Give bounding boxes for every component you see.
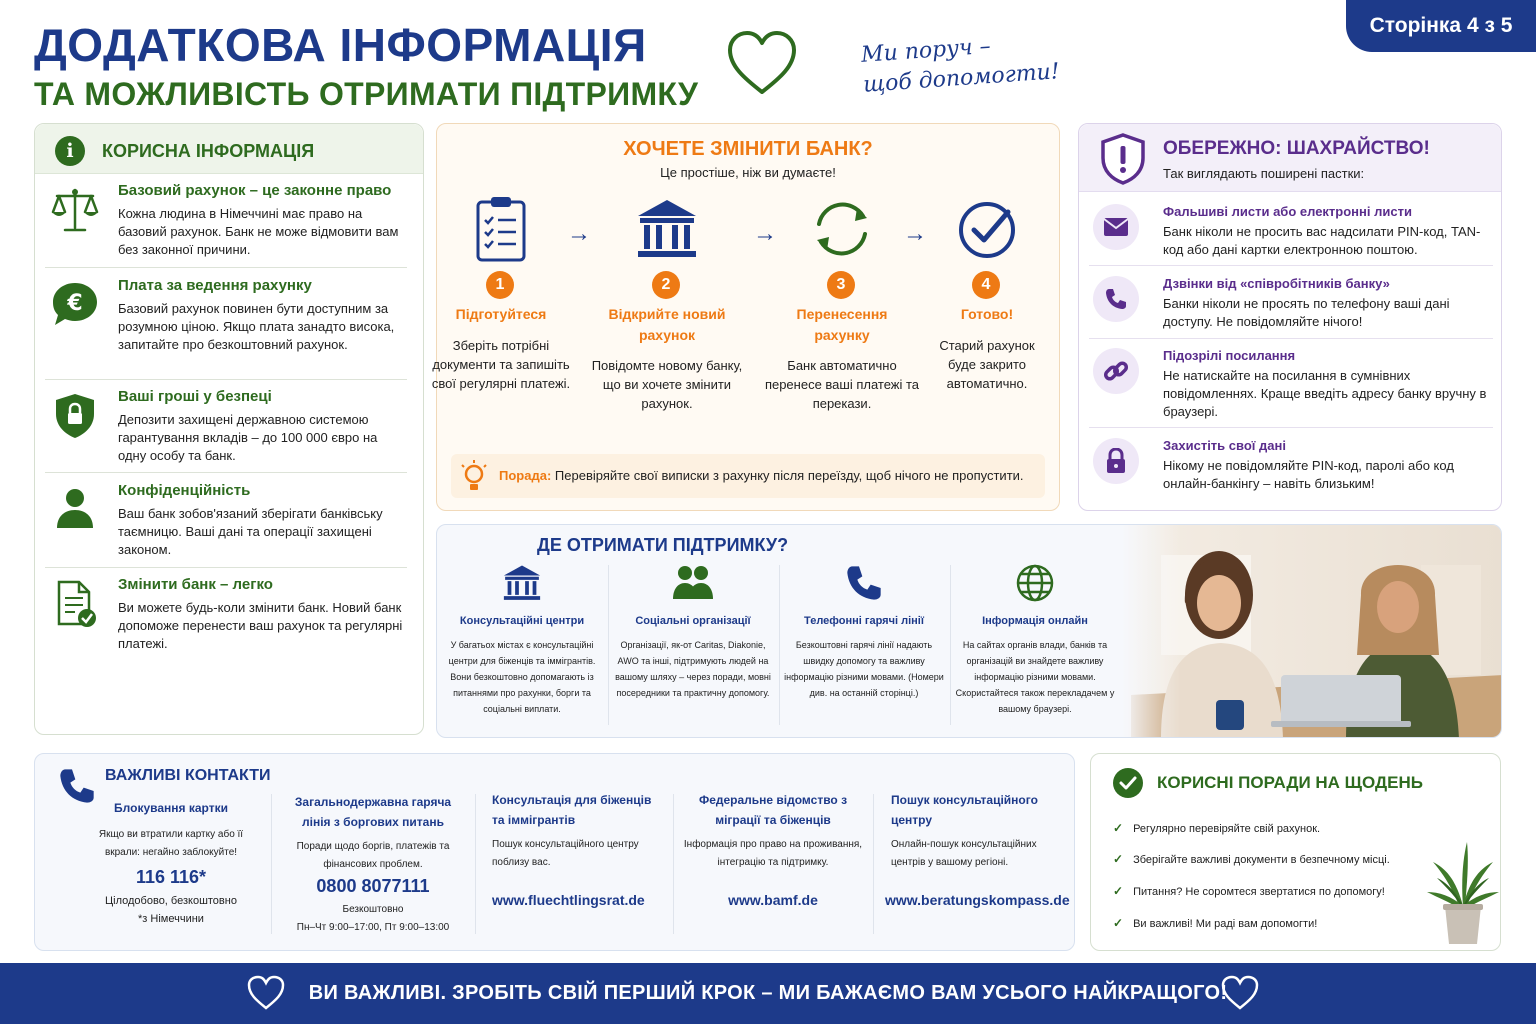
footer-banner — [0, 963, 1536, 1024]
step-number: 4 — [972, 271, 1000, 299]
tip-item — [1113, 884, 1385, 898]
support-column-text: У багатьох містах є консультаційні центри для біженців та іммігрантів. Вони безкоштовно допомагають із питаннями про рахунки, борги та соціальні виплати. — [448, 640, 596, 714]
check-circle-icon — [1113, 768, 1143, 798]
fraud-item-title: Фальшиві листи або електронні листи — [1163, 204, 1412, 219]
person-icon — [49, 484, 101, 536]
useful-info-header — [35, 124, 423, 174]
change-bank-subtitle: Це простіше, ніж ви думаєте! — [660, 165, 836, 180]
tip-text: Перевіряйте свої виписки з рахунку після переїзду, щоб нічого не пропустити. — [554, 468, 1024, 483]
fraud-item-title: Дзвінки від «співробітників банку» — [1163, 276, 1390, 291]
info-item-title: Змінити банк – легко — [118, 576, 273, 593]
fraud-header — [1079, 124, 1501, 192]
support-column-title: Телефонні гарячі лінії — [804, 615, 924, 627]
arrow-right-icon: → — [903, 220, 927, 247]
clipboard-icon — [470, 194, 532, 264]
tip-item-text: Питання? Не соромтеся звертатися по допомогу! — [1133, 886, 1385, 898]
fraud-item-title: Підозрілі посилання — [1163, 348, 1296, 363]
tip-item — [1113, 916, 1317, 930]
divider — [45, 567, 407, 568]
divider — [1089, 338, 1493, 339]
tip-item-text: Ви важливі! Ми раді вам допомогти! — [1133, 918, 1318, 930]
consultation-photo — [1121, 525, 1502, 738]
info-item-text: Депозити захищені державною системою гарантування вкладів – до 100 000 євро на одну особу та банк. — [118, 412, 378, 463]
fraud-item-title: Захистіть свої дані — [1163, 438, 1286, 453]
support-column — [608, 561, 778, 731]
contacts-card — [34, 753, 1075, 951]
contact-text: Пошук консультаційного центру поблизу вас. — [492, 839, 639, 868]
info-item-title: Базовий рахунок – це законне право — [118, 182, 392, 199]
link-icon — [1103, 358, 1129, 384]
people-icon — [671, 563, 715, 603]
support-column-title: Інформація онлайн — [982, 615, 1088, 627]
fraud-title: ОБЕРЕЖНО: ШАХРАЙСТВО! — [1163, 138, 1430, 159]
info-item-text: Кожна людина в Німеччині має право на базовий рахунок. Банк не може відмовити вам без законної причини. — [118, 206, 399, 257]
divider — [873, 794, 874, 934]
contact-title: Загальнодержавна гаряча лінія з боргових питань — [294, 795, 452, 829]
slogan — [860, 27, 1060, 101]
step-text: Повідомте новому банку, що ви хочете змінити рахунок. — [591, 358, 743, 411]
svg-text:€: € — [67, 291, 83, 316]
refresh-icon — [807, 194, 877, 264]
arrow-right-icon: → — [753, 220, 777, 247]
tip-item-text: Регулярно перевіряйте свій рахунок. — [1133, 823, 1321, 835]
contact-note: Пн–Чт 9:00–17:00, Пт 9:00–13:00 — [296, 922, 450, 933]
step-title: Відкрийте новий рахунок — [608, 306, 726, 343]
useful-info-title: КОРИСНА ІНФОРМАЦІЯ — [102, 141, 315, 161]
contact-text: Якщо ви втратили картку або її вкрали: негайно заблокуйте! — [98, 829, 244, 858]
contact-text: Поради щодо боргів, платежів та фінансових проблем. — [296, 841, 450, 870]
fraud-item-text: Не натискайте на посилання в сумнівних повідомленнях. Краще введіть адресу банку вручну в браузері. — [1163, 368, 1487, 419]
step-text: Старий рахунок буде закрито автоматично. — [939, 338, 1035, 391]
step-title: Готово! — [960, 306, 1014, 322]
shield-lock-icon — [49, 390, 101, 442]
info-icon: i — [55, 136, 85, 166]
contact-note: *з Німеччини — [138, 913, 204, 925]
page-title: ДОДАТКОВА ІНФОРМАЦІЯ — [34, 19, 647, 71]
support-column — [779, 561, 949, 731]
contact-refugee — [492, 790, 667, 908]
daily-tips-title: КОРИСНІ ПОРАДИ НА ЩОДЕНЬ — [1157, 773, 1423, 792]
envelope-icon — [1103, 217, 1129, 237]
daily-tips-card — [1090, 753, 1501, 951]
tip-item — [1113, 821, 1320, 835]
tip-item — [1113, 852, 1390, 866]
contact-title: Федеральне відомство з міграції та біженців — [698, 793, 848, 827]
check-icon: ✓ — [1113, 821, 1124, 835]
step-text: Банк автоматично перенесе ваші платежі та перекази. — [764, 358, 920, 411]
compass-link[interactable]: www.beratungskompass.de — [885, 892, 1070, 908]
check-circle-icon — [952, 194, 1022, 264]
support-title: ДЕ ОТРИМАТИ ПІДТРИМКУ? — [537, 535, 789, 555]
divider — [45, 472, 407, 473]
contact-note: Безкоштовно — [342, 904, 404, 915]
contact-debt-hotline — [283, 792, 463, 937]
contact-title: Блокування картки — [114, 801, 228, 815]
slogan-line1: Ми поруч – — [860, 33, 992, 68]
slogan-line2: щоб допомогти! — [862, 59, 1061, 98]
check-icon: ✓ — [1113, 916, 1124, 930]
info-item-title: Ваші гроші у безпеці — [118, 388, 272, 405]
change-bank-card — [431, 123, 1060, 511]
bank-icon — [500, 563, 544, 603]
bank-icon — [632, 194, 702, 264]
info-item-text: Ви можете будь-коли змінити банк. Новий банк допоможе перенести ваш рахунок та регулярні платежі. — [118, 600, 403, 651]
contact-bamf — [679, 790, 867, 908]
support-column-text: Організації, як-от Caritas, Diakonie, AWO та інші, підтримують людей на вашому шляху – через поради, мовні посередники та практичну допомогу. — [615, 640, 771, 698]
info-item-text: Базовий рахунок повинен бути доступним за розумною ціною. Якщо плата занадто висока, запитайте про безкоштовний рахунок. — [118, 301, 395, 352]
contact-compass — [885, 790, 1071, 908]
shield-warning-icon — [1099, 132, 1147, 186]
step-number: 1 — [486, 271, 514, 299]
tip-box — [451, 454, 1045, 498]
document-check-icon — [49, 578, 101, 630]
divider — [45, 267, 407, 268]
heart-icon — [1220, 973, 1260, 1013]
step-number: 2 — [652, 271, 680, 299]
support-card — [436, 524, 1502, 738]
euro-icon — [49, 279, 101, 331]
step-text: Зберіть потрібні документи та запишіть свої регулярні платежі. — [431, 338, 571, 391]
tip-label: Порада: — [499, 468, 552, 483]
scales-icon — [49, 184, 101, 236]
padlock-icon — [1105, 448, 1127, 474]
info-item-text: Ваш банк зобов'язаний зберігати банківську таємницю. Ваші дані та операції захищені законом. — [118, 506, 383, 557]
heart-icon — [724, 28, 800, 98]
contact-text: Онлайн-пошук консультаційних центрів у вашому регіоні. — [891, 839, 1037, 868]
lightbulb-icon — [459, 460, 489, 494]
step-title: Перенесення рахунку — [796, 306, 888, 343]
support-column-text: На сайтах органів влади, банків та організацій ви знайдете важливу інформацію різними мовами. Скористайтеся також перекладачем у вашому браузері. — [955, 640, 1115, 714]
step-number: 3 — [827, 271, 855, 299]
contact-note: Цілодобово, безкоштовно — [105, 895, 237, 907]
contact-title: Консультація для біженців та іммігрантів — [492, 793, 652, 827]
contact-text: Інформація про право на проживання, інтеграцію та підтримку. — [683, 839, 863, 868]
divider — [271, 794, 272, 934]
phone-icon — [844, 563, 884, 603]
support-column-title: Консультаційні центри — [459, 615, 585, 627]
divider — [673, 794, 674, 934]
support-column — [950, 561, 1120, 731]
page-subtitle: ТА МОЖЛИВІСТЬ ОТРИМАТИ ПІДТРИМКУ — [34, 76, 699, 112]
fraud-item-text: Нікому не повідомляйте PIN-код, паролі або код онлайн-банкінгу – навіть близьким! — [1163, 458, 1454, 491]
plant-illustration — [1427, 840, 1499, 948]
tip-item-text: Зберігайте важливі документи в безпечному місці. — [1133, 854, 1390, 866]
check-icon: ✓ — [1113, 884, 1124, 898]
globe-icon — [1015, 563, 1055, 603]
page-indicator: Сторінка 4 з 5 — [1346, 0, 1536, 52]
contacts-title: ВАЖЛИВІ КОНТАКТИ — [105, 767, 271, 784]
step-title: Підготуйтеся — [455, 306, 547, 322]
divider — [1089, 427, 1493, 428]
useful-info-card — [34, 123, 424, 735]
fraud-item-text: Банк ніколи не просить вас надсилати PIN-код, TAN-код або дані картки електронною поштою. — [1163, 224, 1481, 257]
phone-icon — [1104, 287, 1128, 311]
divider — [1089, 265, 1493, 266]
info-item-title: Плата за ведення рахунку — [118, 277, 312, 294]
support-column-title: Соціальні організації — [635, 615, 751, 627]
card-block-number[interactable]: 116 116* — [135, 867, 207, 887]
debt-hotline-number[interactable]: 0800 8077111 — [316, 876, 430, 896]
support-column — [437, 561, 607, 731]
divider — [475, 794, 476, 934]
fraud-item-text: Банки ніколи не просять по телефону ваші дані доступу. Не повідомляйте нічого! — [1163, 296, 1450, 329]
fraud-card — [1078, 123, 1502, 511]
support-column-text: Безкоштовні гарячі лінії надають швидку допомогу та важливу інформацію різними мовами. (Номери див. на останній сторінці.) — [784, 640, 944, 698]
refugee-link[interactable]: www.fluechtlingsrat.de — [492, 892, 645, 908]
contact-title: Пошук консультаційного центру — [891, 793, 1038, 827]
divider — [45, 379, 407, 380]
fraud-subtitle: Так виглядають поширені пастки: — [1163, 166, 1365, 181]
change-bank-title: ХОЧЕТЕ ЗМІНИТИ БАНК? — [623, 138, 873, 160]
arrow-right-icon: → — [567, 220, 591, 247]
contact-card-block — [71, 798, 271, 928]
bamf-link[interactable]: www.bamf.de — [728, 892, 818, 908]
footer-text: ВИ ВАЖЛИВІ. ЗРОБІТЬ СВІЙ ПЕРШИЙ КРОК – МИ БАЖАЄМО ВАМ УСЬОГО НАЙКРАЩОГО! — [308, 982, 1228, 1004]
info-item-title: Конфіденційність — [118, 482, 251, 499]
check-icon: ✓ — [1113, 852, 1124, 866]
